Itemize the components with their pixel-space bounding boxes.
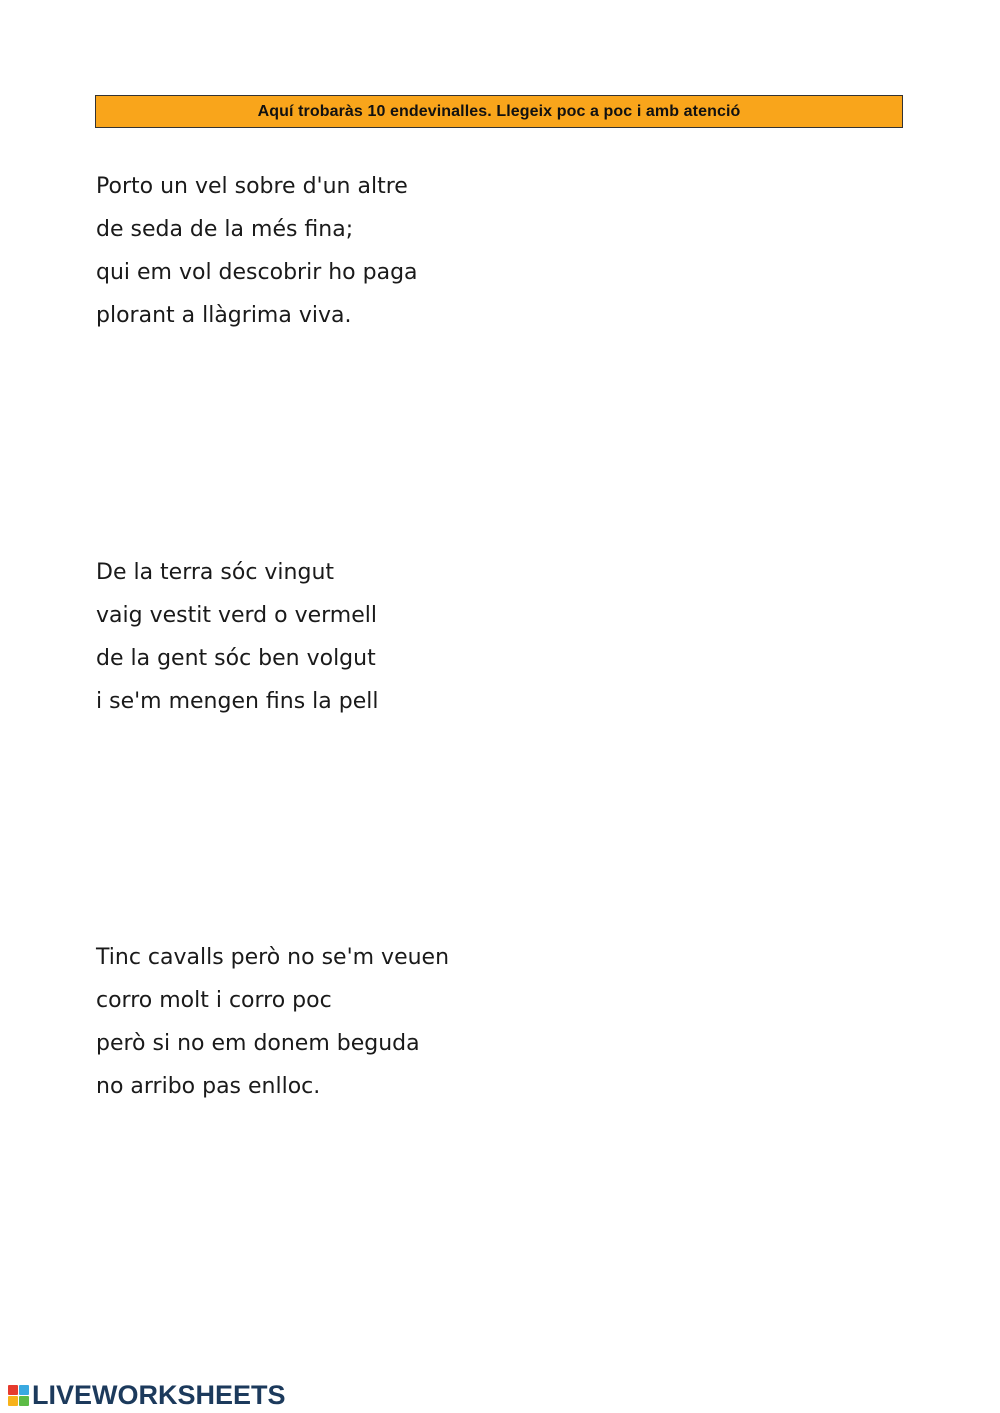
riddle-line: de la gent sóc ben volgut (96, 646, 376, 671)
riddle-line: però si no em donem beguda (96, 1031, 420, 1056)
riddle-line: no arribo pas enlloc. (96, 1074, 321, 1099)
page-title: Aquí trobaràs 10 endevinalles. Llegeix poc a poc i amb atenció (257, 102, 741, 120)
riddle-line: vaig vestit verd o vermell (96, 603, 377, 628)
logo-cell-icon (8, 1385, 18, 1395)
logo-text: LIVEWORKSHEETS (32, 1379, 286, 1410)
riddle-line: de seda de la més fina; (96, 217, 354, 242)
logo-cell-icon (19, 1385, 29, 1395)
riddle-1 (96, 165, 418, 337)
riddle-2 (96, 551, 379, 723)
riddle-line: De la terra sóc vingut (96, 560, 335, 585)
riddle-line: plorant a llàgrima viva. (96, 303, 352, 328)
riddle-3 (96, 936, 449, 1108)
logo-cell-icon (19, 1396, 29, 1406)
logo-cell-icon (8, 1396, 18, 1406)
riddle-line: i se'm mengen fins la pell (96, 689, 379, 714)
riddle-line: Tinc cavalls però no se'm veuen (96, 945, 450, 970)
riddle-line: Porto un vel sobre d'un altre (96, 174, 408, 199)
liveworksheets-logo (8, 1378, 286, 1412)
header-banner (95, 95, 903, 128)
riddle-line: corro molt i corro poc (96, 988, 332, 1013)
liveworksheets-logo-icon (8, 1385, 29, 1406)
riddle-line: qui em vol descobrir ho paga (96, 260, 418, 285)
